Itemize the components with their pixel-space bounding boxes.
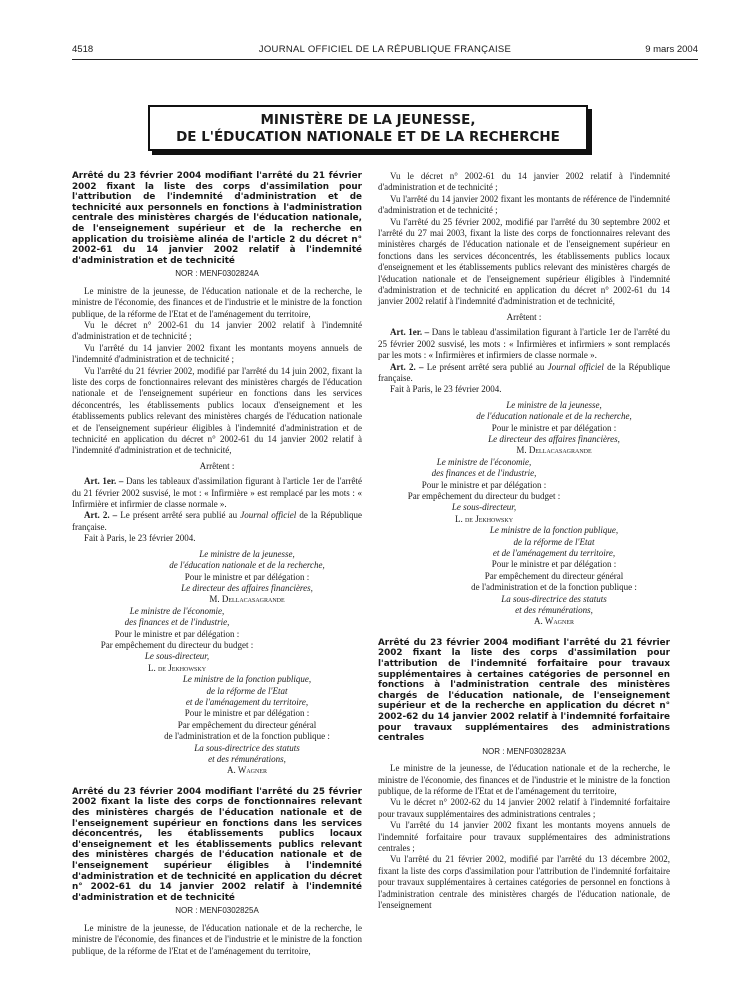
a1-s3-l8: et des rémunérations, bbox=[208, 754, 286, 764]
a1-art1-label: Art. 1er. – bbox=[84, 476, 124, 487]
a1-s3-l1: Le ministre de la fonction publique, bbox=[182, 674, 312, 685]
a2-s1-l3: Pour le ministre et par délégation : bbox=[491, 422, 617, 433]
a1-art1 bbox=[72, 476, 362, 510]
a2-s3-l3: et de l'aménagement du territoire, bbox=[492, 548, 616, 558]
a1-s2-l5: Le sous-directeur, bbox=[144, 651, 210, 662]
a2-signature-1 bbox=[378, 400, 670, 457]
a2-s2-l2: des finances et de l'industrie, bbox=[431, 468, 537, 479]
a1-s3-l2: de la réforme de l'Etat bbox=[206, 685, 288, 696]
a1-nor: NOR : MENF0302824A bbox=[175, 269, 259, 279]
a2-art1-label: Art. 1er. – bbox=[390, 327, 430, 338]
a2-art2-label: Art. 2. – bbox=[390, 361, 424, 372]
a1-s1-l2: de l'éducation nationale et de la recherche, bbox=[169, 560, 325, 571]
a2-s2-l4: Par empêchement du directeur du budget : bbox=[407, 490, 561, 501]
ministry-line-2: DE L'ÉDUCATION NATIONALE ET DE LA RECHERCHE bbox=[176, 129, 560, 145]
a2-nor: NOR : MENF0302825A bbox=[175, 906, 259, 916]
a1-s3-l5: Par empêchement du directeur général bbox=[177, 719, 317, 730]
a1-art1-text: Dans les tableaux d'assimilation figurant à l'article 1er de l'arrêté du 21 février 2002 susvisé, le mot : « Infirmière » est remplacé par les mots : « Infirmière et infirmier de classe normale ». bbox=[72, 476, 363, 510]
a3-p1: Le ministre de la jeunesse, de l'éducation nationale et de la recherche, le ministre de l'économie, des finances et de l'industrie et le ministre de la fonction publique, de la réforme de l'Etat et de l'aménagement du territoire, bbox=[378, 763, 670, 796]
a2-p1: Le ministre de la jeunesse, de l'éducation nationale et de la recherche, le ministre de l'économie, des finances et de l'industrie et le ministre de la fonction publique, de la réforme de l'Etat et de l'aménagement du territoire, bbox=[72, 922, 362, 956]
a1-signature-2 bbox=[72, 606, 362, 674]
a2-art2 bbox=[378, 362, 670, 385]
a2-s3-l1: Le ministre de la fonction publique, bbox=[489, 525, 619, 536]
a1-p4: Vu l'arrêté du 21 février 2002, modifié par l'arrêté du 14 juin 2002, fixant la liste des corps de fonctionnaires relevant des ministères chargés de l'éducation nationale et de l'enseignement supérieur en fonctions dans les services déconcentrés, les établissements publics locaux d'enseignement et les établissements publics relevant des ministères chargés de l'éducation nationale et de l'enseignement supérieur éligibles à l'indemnité d'administration et de technicité en application du décret n° 2002-61 du 14 janvier 2002 relatif à l'indemnité d'administration et de technicité, bbox=[72, 365, 362, 456]
a3-p3: Vu l'arrêté du 14 janvier 2002 fixant les montants moyens annuels de l'indemnité forfaitaire pour travaux supplémentaires des administrations centrales ; bbox=[378, 820, 670, 854]
a3-title: Arrêté du 23 février 2004 modifiant l'arrêté du 21 février 2002 fixant la liste des corps d'assimilation pour l'attribution de l'indemnité forfaitaire pour travaux supplémentaires à certaines catégories de personnel en fonctions à l'administration centrale des ministères chargés de l'éducation nationale, de l'enseignement supérieur et de la recherche en application du décret n° 2002-62 du 14 janvier 2002 relatif à l'indemnité forfaitaire pour travaux supplémentaires des administrations centrales bbox=[378, 637, 670, 744]
a2-p3: Vu l'arrêté du 14 janvier 2002 fixant les montants de référence de l'indemnité d'administration et de technicité ; bbox=[378, 193, 670, 216]
a1-art2-label: Art. 2. – bbox=[84, 510, 118, 521]
a1-art2 bbox=[72, 510, 362, 533]
a3-p4: Vu l'arrêté du 21 février 2002, modifié par l'arrêté du 13 décembre 2002, fixant la liste des corps d'assimilation pour l'attribution de l'indemnité forfaitaire pour travaux supplémentaires à certaines catégories de personnel en fonctions à l'administration centrale des ministères chargés de l'éducation nationale, de l'enseignement bbox=[378, 854, 670, 911]
a1-s2-l3: Pour le ministre et par délégation : bbox=[114, 628, 240, 639]
running-header bbox=[72, 44, 698, 58]
a1-title: Arrêté du 23 février 2004 modifiant l'arrêté du 21 février 2002 fixant la liste des corps d'assimilation pour l'attribution de l'indemnité d'administration et de technicité aux personnels en fonctions à l'administration centrale des ministères chargés de l'éducation nationale, de l'enseignement supérieur et de la recherche en application du troisième alinéa de l'article 2 du décret n° 2002-61 du 14 janvier 2002 relatif à l'indemnité d'administration et de technicité bbox=[72, 171, 362, 266]
a1-signature-3 bbox=[72, 674, 362, 777]
a1-signature-1 bbox=[72, 549, 362, 606]
a2-s1-l1: Le ministre de la jeunesse, bbox=[506, 399, 602, 410]
a2-s3-l7: La sous-directrice des statuts bbox=[501, 593, 607, 604]
a1-s2-l1: Le ministre de l'économie, bbox=[129, 605, 225, 616]
a2-s3-l5: Par empêchement du directeur général bbox=[484, 570, 624, 581]
a2-art2-text-b: de la République française. bbox=[378, 361, 671, 383]
right-column bbox=[378, 171, 670, 911]
a1-s1-name: M. Dellacasagrande bbox=[209, 594, 285, 605]
a2-art1 bbox=[378, 327, 670, 361]
a2-s3-l6: de l'administration et de la fonction publique : bbox=[471, 582, 637, 593]
a1-art2-text-b: de la République française. bbox=[72, 510, 363, 532]
a2-s2-name: L. de Jekhowsky bbox=[454, 513, 514, 524]
a2-title: Arrêté du 23 février 2004 modifiant l'arrêté du 25 février 2002 fixant la liste des corps de fonctionnaires relevant des ministères chargés de l'éducation nationale et de l'enseignement supérieur en fonctions dans les services déconcentrés, les établissements publics locaux d'enseignement et les établissements publics relevant des ministères chargés de l'éducation nationale et de l'enseignement supérieur éligibles à l'indemnité d'administration et de technicité en application du décret n° 2002-61 du 14 janvier 2002 relatif à l'indemnité d'administration et de technicité bbox=[72, 786, 362, 903]
a2-s2-l3: Pour le ministre et par délégation : bbox=[421, 479, 547, 490]
a2-fait: Fait à Paris, le 23 février 2004. bbox=[390, 384, 502, 395]
issue-date: 9 mars 2004 bbox=[645, 44, 698, 55]
left-column bbox=[72, 171, 362, 957]
page-number: 4518 bbox=[72, 44, 94, 55]
a1-s3-l6: de l'administration et de la fonction publique : bbox=[164, 731, 330, 742]
ministry-heading bbox=[148, 105, 588, 151]
a1-arretent: Arrêtent : bbox=[199, 460, 235, 471]
a1-art2-jo: Journal officiel bbox=[240, 510, 297, 521]
a2-s3-name: A. Wagner bbox=[534, 616, 574, 627]
a2-s1-l2: de l'éducation nationale et de la recherche, bbox=[476, 411, 632, 422]
a1-s1-l4: Le directeur des affaires financières, bbox=[181, 582, 313, 593]
a2-signature-3 bbox=[378, 525, 670, 628]
a1-art2-text-a: Le présent arrêté sera publié au bbox=[120, 510, 238, 521]
a3-nor: NOR : MENF0302823A bbox=[482, 746, 566, 756]
a1-fait: Fait à Paris, le 23 février 2004. bbox=[84, 533, 196, 544]
a1-s3-l7: La sous-directrice des statuts bbox=[194, 742, 300, 753]
a1-s2-l4: Par empêchement du directeur du budget : bbox=[100, 639, 254, 650]
a1-p1: Le ministre de la jeunesse, de l'éducation nationale et de la recherche, le ministre de l'économie, des finances et de l'industrie et le ministre de la fonction publique, de la réforme de l'Etat et de l'aménagement du territoire, bbox=[72, 285, 362, 319]
a1-s1-l3: Pour le ministre et par délégation : bbox=[184, 571, 310, 582]
a2-s3-l2: de la réforme de l'Etat bbox=[513, 536, 595, 547]
a2-p2: Vu le décret n° 2002-61 du 14 janvier 2002 relatif à l'indemnité d'administration et de technicité ; bbox=[378, 171, 670, 193]
a2-s3-l8: et des rémunérations, bbox=[515, 605, 593, 616]
a1-p2: Vu le décret n° 2002-61 du 14 janvier 2002 relatif à l'indemnité d'administration et de technicité ; bbox=[72, 319, 362, 342]
a1-s1-l1: Le ministre de la jeunesse, bbox=[199, 548, 295, 559]
a2-art2-jo: Journal officiel bbox=[547, 361, 604, 372]
a2-arretent: Arrêtent : bbox=[506, 311, 542, 322]
a2-art1-text: Dans le tableau d'assimilation figurant à l'article 1er de l'arrêté du 25 février 2002 susvisé, les mots : « Infirmières et infirmiers » sont remplacés par les mots : « Infirmières et infirmiers de classe normale ». bbox=[378, 327, 671, 361]
journal-title: JOURNAL OFFICIEL DE LA RÉPUBLIQUE FRANÇAISE bbox=[258, 44, 512, 55]
a2-p4: Vu l'arrêté du 25 février 2002, modifié par l'arrêté du 30 septembre 2002 et l'arrêté du 27 mai 2003, fixant la liste des corps de fonctionnaires relevant des ministères chargés de l'éducation nationale et de l'enseignement supérieur en fonctions dans les services déconcentrés, les établissements publics locaux d'enseignement et les établissements publics relevant des ministères chargés de l'éducation nationale et de l'enseignement supérieur éligibles à l'indemnité d'administration et de technicité en application du décret n° 2002-61 du 14 janvier 2002 relatif à l'indemnité d'administration et de technicité, bbox=[378, 216, 670, 307]
a1-s2-l2: des finances et de l'industrie, bbox=[124, 617, 230, 628]
a2-s3-l4: Pour le ministre et par délégation : bbox=[491, 559, 617, 570]
ministry-line-1: MINISTÈRE DE LA JEUNESSE, bbox=[260, 112, 476, 128]
a3-p2: Vu le décret n° 2002-62 du 14 janvier 2002 relatif à l'indemnité forfaitaire pour travaux supplémentaires des administrations centrales ; bbox=[378, 797, 670, 819]
a1-s3-l4: Pour le ministre et par délégation : bbox=[184, 708, 310, 719]
a1-p3: Vu l'arrêté du 14 janvier 2002 fixant les montants moyens annuels de l'indemnité d'administration et de technicité ; bbox=[72, 342, 362, 365]
a2-s1-l4: Le directeur des affaires financières, bbox=[488, 433, 620, 444]
a1-s2-name: L. de Jekhowsky bbox=[147, 662, 207, 673]
header-rule bbox=[72, 59, 698, 60]
a2-s2-l1: Le ministre de l'économie, bbox=[436, 456, 532, 467]
a1-s3-l3: et de l'aménagement du territoire, bbox=[185, 696, 309, 707]
a2-s1-name: M. Dellacasagrande bbox=[516, 445, 592, 456]
a2-signature-2 bbox=[378, 457, 670, 525]
a2-art2-text-a: Le présent arrêté sera publié au bbox=[426, 361, 545, 372]
a2-s2-l5: Le sous-directeur, bbox=[451, 502, 517, 513]
a1-s3-name: A. Wagner bbox=[227, 765, 267, 776]
